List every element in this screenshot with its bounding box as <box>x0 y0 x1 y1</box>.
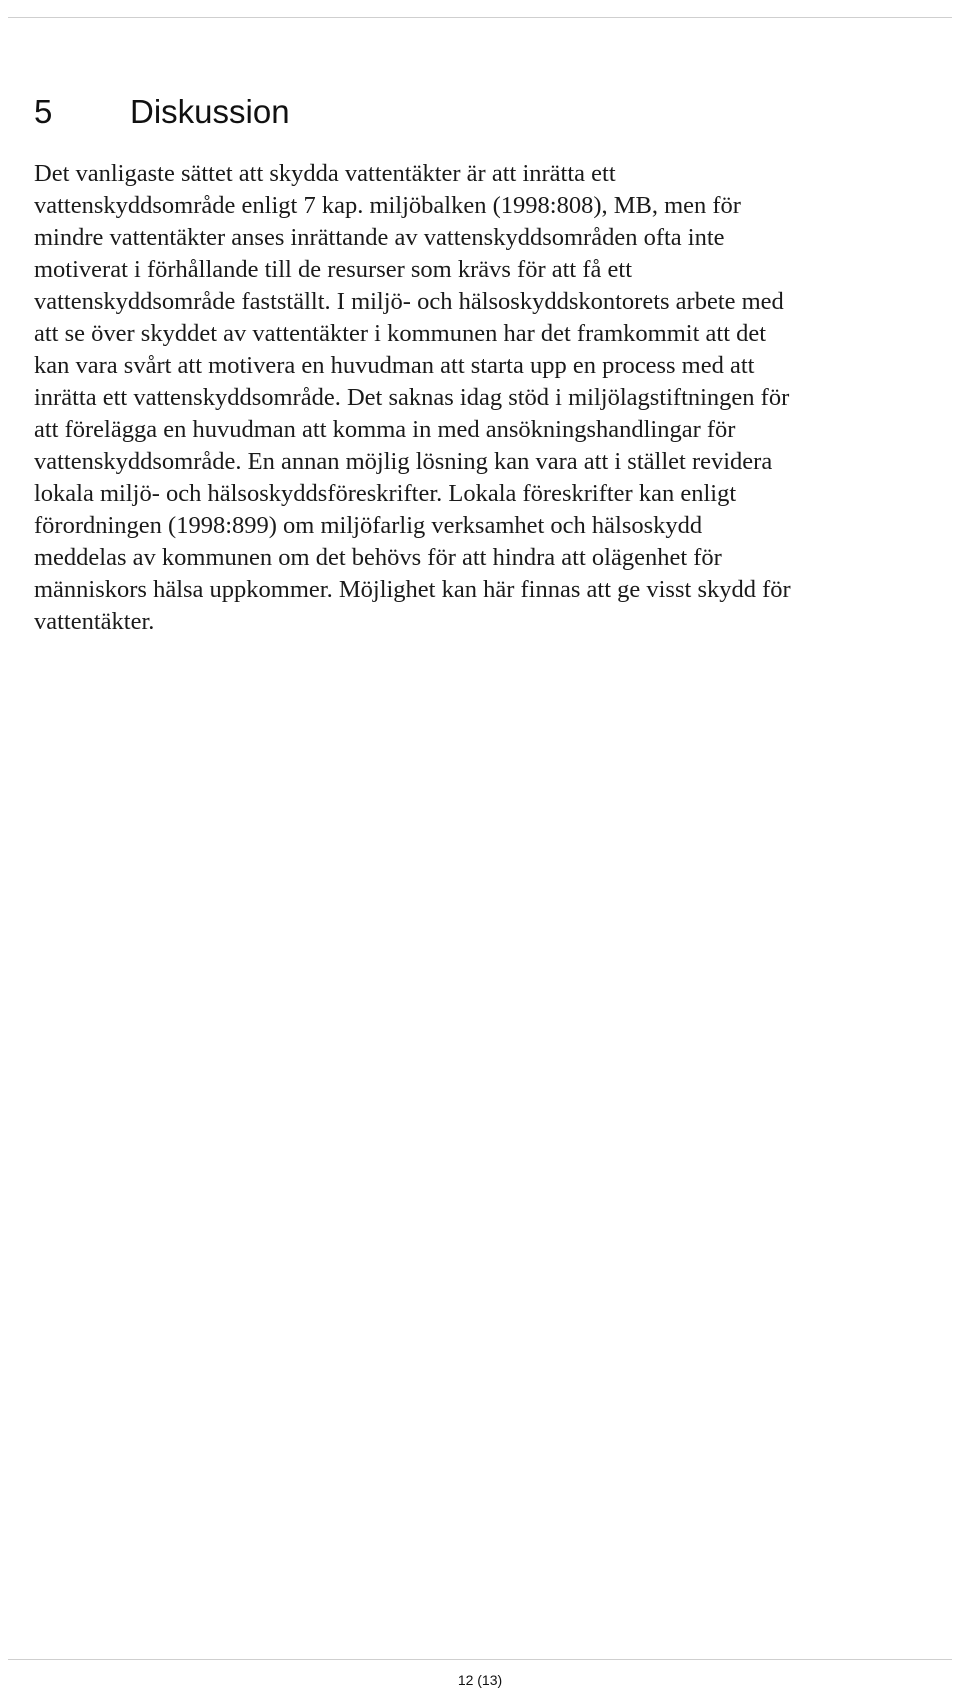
paragraph-line: kan vara svårt att motivera en huvudman att starta upp en process med att <box>34 352 755 379</box>
paragraph-line: Det vanligaste sättet att skydda vattentäkter är att inrätta ett <box>34 160 616 187</box>
section-number: 5 <box>34 93 53 130</box>
paragraph-line: att förelägga en huvudman att komma in med ansökningshandlingar för <box>34 416 736 443</box>
paragraph-line: vattentäkter. <box>34 608 155 635</box>
paragraph-line: lokala miljö- och hälsoskyddsföreskrifter. Lokala föreskrifter kan enligt <box>34 480 737 507</box>
paragraph-line: mindre vattentäkter anses inrättande av vattenskyddsområden ofta inte <box>34 224 725 251</box>
paragraph-line: meddelas av kommunen om det behövs för att hindra att olägenhet för <box>34 544 722 571</box>
paragraph-line: vattenskyddsområde. En annan möjlig lösning kan vara att i stället revidera <box>34 448 773 475</box>
section-heading <box>34 92 290 132</box>
paragraph-line: människors hälsa uppkommer. Möjlighet kan här finnas att ge visst skydd för <box>34 576 791 603</box>
header-divider <box>8 17 952 18</box>
paragraph-line: förordningen (1998:899) om miljöfarlig verksamhet och hälsoskydd <box>34 512 703 539</box>
footer-divider <box>8 1659 952 1660</box>
paragraph-line: att se över skyddet av vattentäkter i kommunen har det framkommit att det <box>34 320 767 347</box>
body-paragraph <box>34 158 934 638</box>
paragraph-line: vattenskyddsområde fastställt. I miljö- och hälsoskyddskontorets arbete med <box>34 288 784 315</box>
paragraph-line: motiverat i förhållande till de resurser som krävs för att få ett <box>34 256 633 283</box>
page-number: 12 (13) <box>457 1672 503 1688</box>
section-title: Diskussion <box>130 93 290 130</box>
paragraph-line: vattenskyddsområde enligt 7 kap. miljöbalken (1998:808), MB, men för <box>34 192 741 219</box>
paragraph-line: inrätta ett vattenskyddsområde. Det saknas idag stöd i miljölagstiftningen för <box>34 384 790 411</box>
